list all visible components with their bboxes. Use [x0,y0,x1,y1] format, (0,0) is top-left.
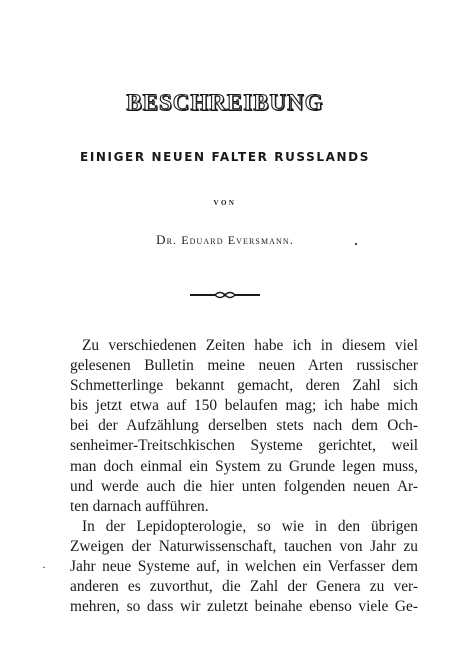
author-rest: r. Eduard Eversmann. [166,233,294,247]
text-line: Zu verschiedenen Zeiten habe ich in diesem viel [82,337,418,354]
text-line: ten darnach aufführen. [70,497,209,515]
author-name [0,232,450,248]
text-line: In der Lepidopterologie, so wie in den übrigen [82,517,418,535]
text-line: senheimer-Treitschkischen Systeme gerichtet, weil [70,437,418,455]
text-line: und werde auch die hier unten folgenden neuen Ar- [70,477,418,495]
text-line: Schmetterlinge bekannt gemacht, deren Zahl sich [70,377,418,395]
page-subtitle: EINIGER NEUEN FALTER RUSSLANDS [80,150,370,164]
ink-speck [355,243,357,245]
text-line: mehren, so dass wir zuletzt beinahe ebenso viele Ge- [70,598,418,616]
text-line: Jahr neue Systeme auf, in welchen ein Verfasser dem [70,558,418,576]
paragraph-1 [70,336,418,517]
by-label: VON [213,199,237,207]
ornament-divider-icon [188,289,262,301]
paragraph-2 [70,517,418,617]
text-line: gelesenen Bulletin meine neuen Arten russischer [70,357,418,375]
margin-mark: · [42,560,46,574]
body-text [70,336,418,617]
text-line: Zweigen der Naturwissenschaft, tauchen von Jahr zu [70,537,418,555]
text-line: bei der Aufzählung derselben stets nach dem Och- [70,417,418,435]
author-initial: D [156,232,167,247]
page-title: BESCHREIBUNG [126,90,324,115]
text-line: bis jetzt etwa auf 150 belaufen mag; ich habe mich [70,397,418,415]
text-line: anderen es zuvorthut, die Zahl der Genera zu ver- [70,578,418,596]
text-line: man doch einmal ein System zu Grunde legen muss, [70,457,418,475]
